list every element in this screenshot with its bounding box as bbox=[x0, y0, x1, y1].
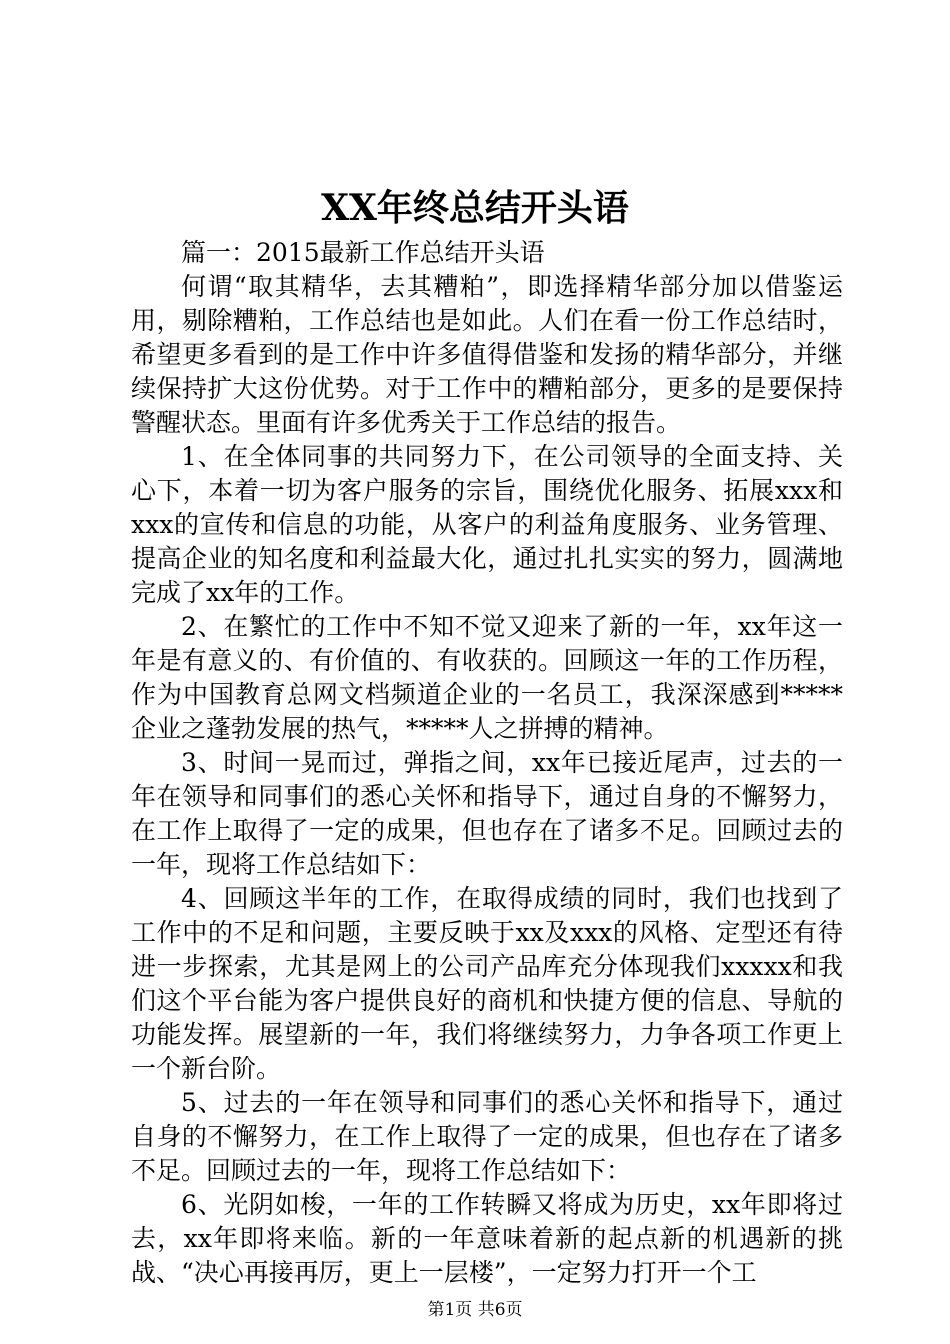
paragraph-item-6: 6、光阴如梭，一年的工作转瞬又将成为历史，xx年即将过去，xx年即将来临。新的一年意味着新的起点新的机遇新的挑战、“决心再接再厉，更上一层楼”，一定努力打开一个工 bbox=[131, 1190, 843, 1287]
paragraph-item-2: 2、在繁忙的工作中不知不觉又迎来了新的一年，xx年这一年是有意义的、有价值的、有收获的。回顾这一年的工作历程，作为中国教育总网文档频道企业的一名员工，我深深感到*****企业之蓬勃发展的热气，*****人之拼搏的精神。 bbox=[131, 612, 843, 743]
paragraph-heading: 篇一：2015最新工作总结开头语 bbox=[181, 238, 545, 267]
paragraph-item-4: 4、回顾这半年的工作，在取得成绩的同时，我们也找到了工作中的不足和问题，主要反映于xx及xxx的风格、定型还有待进一步探索，尤其是网上的公司产品库充分体现我们xxxxx和我们这个平台能为客户提供良好的商机和快捷方便的信息、导航的功能发挥。展望新的一年，我们将继续努力，力争各项工作更上一个新台阶。 bbox=[131, 884, 843, 1083]
document-title: XX年终总结开头语 bbox=[321, 187, 629, 229]
paragraph-item-1: 1、在全体同事的共同努力下，在公司领导的全面支持、关心下，本着一切为客户服务的宗旨，围绕优化服务、拓展xxx和xxx的宣传和信息的功能，从客户的利益角度服务、业务管理、提高企业的知名度和利益最大化，通过扎扎实实的努力，圆满地完成了xx年的工作。 bbox=[131, 442, 843, 607]
document-body bbox=[131, 236, 843, 1290]
page-footer: 第1页 共6页 bbox=[427, 1300, 523, 1320]
paragraph-item-3: 3、时间一晃而过，弹指之间，xx年已接近尾声，过去的一年在领导和同事们的悉心关怀和指导下，通过自身的不懈努力，在工作上取得了一定的成果，但也存在了诸多不足。回顾过去的一年，现将工作总结如下： bbox=[131, 748, 843, 879]
paragraph-item-5: 5、过去的一年在领导和同事们的悉心关怀和指导下，通过自身的不懈努力，在工作上取得了一定的成果，但也存在了诸多不足。回顾过去的一年，现将工作总结如下： bbox=[131, 1088, 843, 1185]
paragraph-intro: 何谓“取其精华，去其糟粕”，即选择精华部分加以借鉴运用，剔除糟粕，工作总结也是如此。人们在看一份工作总结时，希望更多看到的是工作中许多值得借鉴和发扬的精华部分，并继续保持扩大这份优势。对于工作中的糟粕部分，更多的是要保持警醒状态。里面有许多优秀关于工作总结的报告。 bbox=[131, 272, 843, 437]
